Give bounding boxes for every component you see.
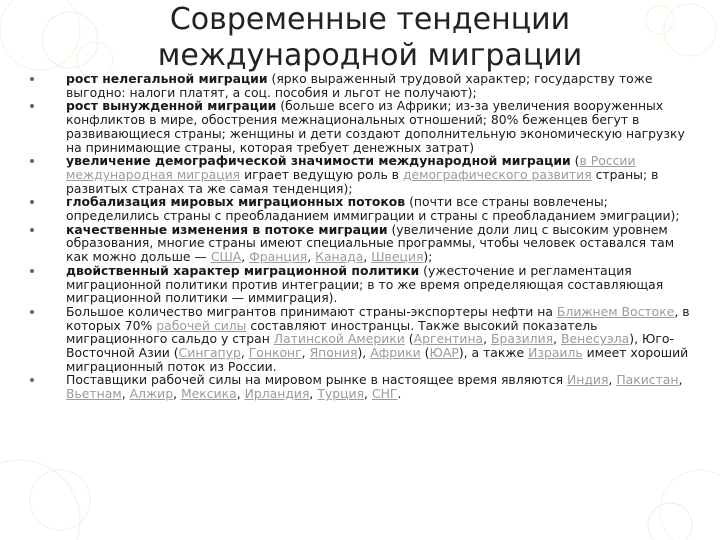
bullet-item xyxy=(30,264,690,305)
slide-title xyxy=(110,2,630,74)
bullet-text: ( xyxy=(404,331,414,347)
bullet-text: , xyxy=(678,372,683,388)
deco-circle xyxy=(648,503,692,540)
hyperlink[interactable]: Латинской Америки xyxy=(273,331,405,347)
hyperlink[interactable]: Африки xyxy=(370,345,421,361)
bullet-text: ( xyxy=(570,153,580,169)
bullet-dot xyxy=(30,378,34,382)
bullet-text: ); xyxy=(423,249,433,265)
hyperlink[interactable]: Франция xyxy=(249,249,308,265)
bullet-heading: глобализация мировых миграционных потоков xyxy=(66,194,406,210)
bullet-text: , в которых 70% xyxy=(66,303,690,333)
bullet-text: , xyxy=(363,249,372,265)
bullet-heading: качественные изменения в потоке миграции xyxy=(66,221,388,237)
hyperlink[interactable]: Сингапур xyxy=(178,345,241,361)
bullet-text: , xyxy=(121,386,130,402)
bullet-text: , xyxy=(301,345,310,361)
deco-circle xyxy=(42,12,98,68)
bullet-text: ), а также xyxy=(458,345,529,361)
hyperlink[interactable]: Канада xyxy=(315,249,364,265)
bullet-item xyxy=(30,305,690,374)
bullet-text: ( xyxy=(420,345,430,361)
bullet-text: , xyxy=(307,249,316,265)
deco-circle xyxy=(0,0,80,70)
bullet-heading: рост нелегальной миграции xyxy=(66,71,268,86)
bullet-dot xyxy=(30,269,34,273)
hyperlink[interactable]: ЮАР xyxy=(429,345,459,361)
bullet-text: (ярко выраженный трудовой характер; государству тоже выгодно: налоги платят, а соц. пособия и льгот не получают); xyxy=(66,71,653,100)
bullet-text: , xyxy=(483,331,492,347)
bullet-heading: двойственный характер миграционной политики xyxy=(66,262,420,278)
bullet-item xyxy=(30,154,690,195)
hyperlink[interactable]: Швеция xyxy=(371,249,424,265)
hyperlink[interactable]: Турция xyxy=(317,386,365,402)
bullet-heading: увеличение демографической значимости международной миграции xyxy=(66,153,571,169)
hyperlink[interactable]: Гонконг xyxy=(248,345,302,361)
bullet-text: Поставщики рабочей силы на мировом рынке в настоящее время являются xyxy=(66,372,567,388)
bullet-text: имеет хороший миграционный поток из России. xyxy=(66,345,689,374)
bullet-dot xyxy=(30,228,34,232)
bullet-text: (больше всего из Африки; из-за увеличения вооруженных конфликтов в мире, обострения межнациональных отношений; 80% беженцев бегут в развивающиеся страны; женщины и дети создают дополнительную экономическую нагрузку на принимающие страны, которая требует денежных затрат) xyxy=(66,98,685,155)
hyperlink[interactable]: Ближнем Востоке xyxy=(556,303,675,319)
hyperlink[interactable]: Аргентина xyxy=(413,331,484,347)
deco-circle xyxy=(660,470,720,540)
bullet-text: . xyxy=(397,386,402,402)
bullet-item xyxy=(30,373,690,400)
bullet-dot xyxy=(30,159,34,163)
bullet-text: страны; в развитых странах та же самая тенденция); xyxy=(66,166,659,196)
bullet-text: (ужесточение и регламентация миграционной политики против интеграции; в то же время определяющая составляющая миграционной политики — иммиграция). xyxy=(66,262,664,306)
bullet-dot xyxy=(30,104,34,108)
bullet-heading: рост вынужденной миграции xyxy=(66,98,277,114)
hyperlink[interactable]: США xyxy=(210,249,242,265)
bullet-text: , xyxy=(553,331,561,347)
hyperlink[interactable]: Алжир xyxy=(129,386,174,402)
bullet-dot xyxy=(30,200,34,204)
hyperlink[interactable]: Япония xyxy=(309,345,358,361)
hyperlink[interactable]: Бразилия xyxy=(491,331,554,347)
bullet-text: , xyxy=(240,345,249,361)
bullet-text: , xyxy=(241,249,250,265)
bullet-text: ), xyxy=(357,345,371,361)
hyperlink[interactable]: демографического развития xyxy=(402,166,592,182)
deco-circle xyxy=(646,6,674,34)
bullet-text: , xyxy=(364,386,372,402)
hyperlink[interactable]: Пакистан xyxy=(616,372,679,388)
title-line-1: Современные тенденции xyxy=(169,2,571,37)
hyperlink[interactable]: СНГ xyxy=(371,386,398,402)
deco-circle xyxy=(30,470,90,530)
bullet-list xyxy=(30,72,690,401)
bullet-text: , xyxy=(236,386,245,402)
hyperlink[interactable]: Индия xyxy=(566,372,609,388)
hyperlink[interactable]: Ирландия xyxy=(244,386,310,402)
hyperlink[interactable]: рабочей силы xyxy=(156,317,247,333)
bullet-text: , xyxy=(309,386,318,402)
bullet-text: составляют иностранцы. Также высокий показатель миграционного сальдо у стран xyxy=(66,317,598,347)
bullet-dot xyxy=(30,310,34,314)
bullet-item xyxy=(30,99,690,154)
hyperlink[interactable]: Израиль xyxy=(528,345,583,361)
title-line-2: международной миграции xyxy=(157,38,583,73)
bullet-text: , xyxy=(608,372,617,388)
hyperlink[interactable]: Венесуэла xyxy=(560,331,630,347)
bullet-text: Большое количество мигрантов принимают страны-экспортеры нефти на xyxy=(66,303,557,319)
hyperlink[interactable]: в России международная миграция xyxy=(66,153,636,182)
bullet-text: ), Юго-Восточной Азии ( xyxy=(66,331,674,361)
hyperlink[interactable]: Мексика xyxy=(180,386,237,402)
deco-circle xyxy=(0,460,80,540)
bullet-dot xyxy=(30,77,34,81)
bullet-item xyxy=(30,72,690,99)
hyperlink[interactable]: Вьетнам xyxy=(66,386,122,402)
bullet-item xyxy=(30,223,690,264)
bullet-item xyxy=(30,195,690,222)
bullet-text: (почти все страны вовлечены; определились страны с преобладанием иммиграции и страны с преобладанием эмиграции); xyxy=(66,194,680,224)
bullet-text: , xyxy=(173,386,181,402)
bullet-text: (увеличение доли лиц с высоким уровнем образования, многие страны имеют специальные программы, чтобы человек оставался там как можно дольше — xyxy=(66,221,675,265)
bullet-text: играет ведущую роль в xyxy=(240,166,403,182)
